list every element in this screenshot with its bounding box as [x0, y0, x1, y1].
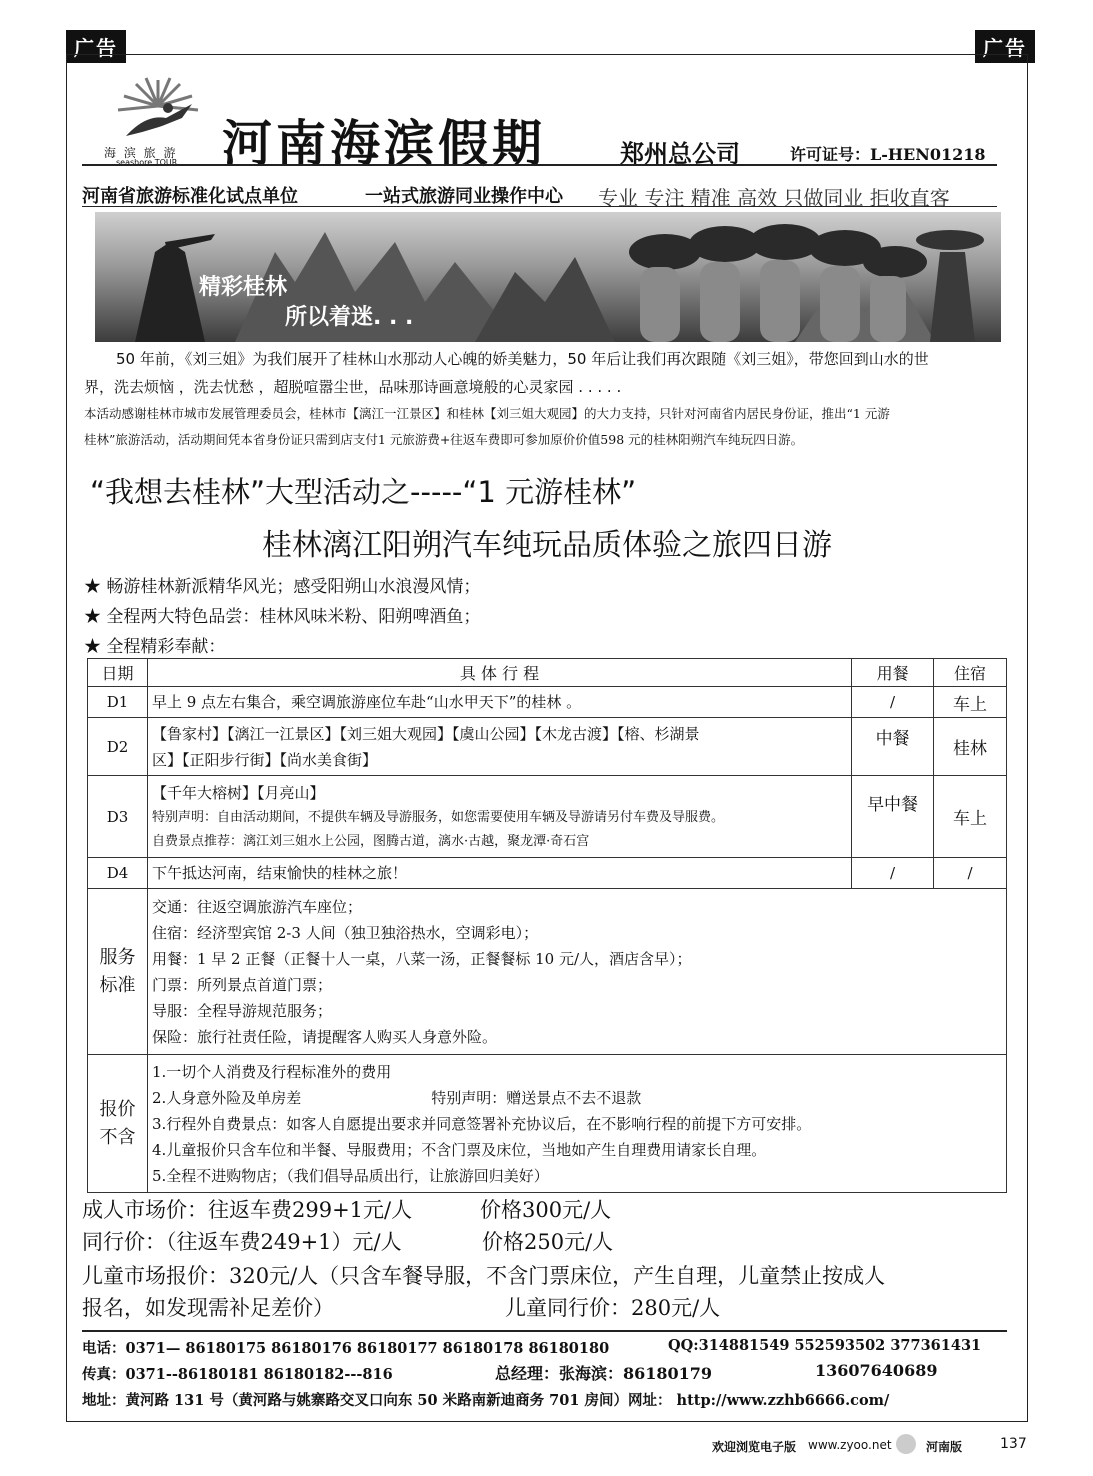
trade-price: 同行价：（往返车费249+1）元/人	[82, 1230, 402, 1254]
day-meal: /	[852, 858, 934, 889]
header-lodging: 住宿	[934, 659, 1007, 687]
highlight-2: ★ 全程两大特色品尝：桂林风味米粉、阳朔啤酒鱼；	[84, 607, 481, 627]
table-row	[88, 718, 1007, 776]
day-label: D1	[88, 687, 148, 718]
phone-numbers: 电话：0371— 86180175 86180176 86180177 86180178 86180180	[82, 1340, 610, 1357]
day-lodging: 车上	[934, 776, 1007, 858]
table-row	[88, 776, 1007, 858]
price-excludes-row	[88, 1055, 1007, 1193]
day-lodging: 桂林	[934, 718, 1007, 776]
adult-price: 价格300元/人	[480, 1198, 612, 1222]
gift-spot-note: 特别声明：赠送景点不去不退款	[431, 1088, 642, 1107]
highlight-1: ★ 畅游桂林新派精华风光；感受阳朔山水浪漫风情；	[84, 577, 481, 597]
day-label: D2	[88, 718, 148, 776]
day-label: D3	[88, 776, 148, 858]
intro-line-1: 50 年前，《刘三姐》为我们展开了桂林山水那动人心魄的娇美魅力，50 年后让我们再次跟随《刘三姐》，带您回到山水的世	[116, 350, 929, 368]
excludes-details: 1.一切个人消费及行程标准外的费用 2.人身意外险及单房差 特别声明：赠送景点不去不退款 3.行程外自费景点：如客人自愿提出要求并同意签署补充协议后，在不影响行程的前提下方可安排。 4.儿童报价只含车位和半餐、导服费用；不含门票及床位，当地如产生自理费用请家长自理。 5.全程不进购物店；（我们倡导品质出行，让旅游回归美好）	[147, 1055, 1006, 1193]
tagline-right: 专业 专注 精准 高效 只做同业 拒收直客	[598, 186, 950, 210]
sun-runner-logo-icon	[96, 74, 220, 144]
tagline-mid: 一站式旅游同业操作中心	[365, 186, 563, 207]
excludes-label: 报价 不含	[88, 1055, 148, 1193]
ad-tag-right: 广告	[975, 30, 1035, 63]
header-date: 日期	[88, 659, 148, 687]
child-trade-price: 儿童同行价：280元/人	[505, 1296, 721, 1320]
header-meal: 用餐	[852, 659, 934, 687]
day-itinerary: 【鲁家村】【漓江一江景区】【刘三姐大观园】【虞山公园】【木龙古渡】【榕、杉湖景 区】【正阳步行街】【尚水美食街】	[147, 718, 851, 776]
service-label: 服务 标准	[88, 889, 148, 1055]
guilin-banner-photo	[95, 212, 1001, 342]
table-row	[88, 687, 1007, 718]
child-price-note: 报名，如发现需补足差价）	[82, 1296, 334, 1320]
branch-name: 郑州总公司	[620, 139, 740, 168]
company-name: 河南海滨假期	[222, 114, 546, 173]
day-lodging: /	[934, 858, 1007, 889]
table-row	[88, 858, 1007, 889]
logo-subtext: seashore TOUR	[116, 158, 178, 167]
day-label: D4	[88, 858, 148, 889]
day-meal: 中餐	[852, 718, 934, 776]
highlight-3: ★ 全程精彩奉献：	[84, 637, 226, 657]
logo-text: 海 滨 旅 游	[104, 146, 178, 160]
service-details: 交通：往返空调旅游汽车座位； 住宿：经济型宾馆 2-3 人间（独卫独浴热水，空调彩电）； 用餐：1 早 2 正餐（正餐十人一桌，八菜一汤，正餐餐标 10 元/人，酒店含早）； 门票：所列景点首道门票； 导服：全程导游规范服务； 保险：旅行社责任险，请提醒客人购买人身意外险。	[147, 889, 1006, 1055]
mobile-number: 13607640689	[815, 1361, 938, 1380]
banner-line-1: 精彩桂林	[199, 275, 288, 300]
itinerary-table	[87, 658, 1007, 1193]
day-itinerary: 【千年大榕树】【月亮山】 特别声明：自由活动期间，不提供车辆及导游服务，如您需要使用车辆及导游请另付车费及导服费。 自费景点推荐：漓江刘三姐水上公园，图腾古道，漓水·古越，聚龙潭·奇石宫	[147, 776, 851, 858]
service-standard-row	[88, 889, 1007, 1055]
banner-line-2: 所以着迷. . .	[285, 305, 414, 330]
day-itinerary: 早上 9 点左右集合，乘空调旅游座位车赴“山水甲天下”的桂林 。	[147, 687, 851, 718]
address-website: 地址：黄河路 131 号（黄河路与姚寨路交叉口向东 50 米路南新迪商务 701 房间）网址： http://www.zzhb6666.com/	[82, 1392, 890, 1409]
ad-tag-left: 广告	[66, 30, 126, 63]
company-logo	[96, 74, 220, 166]
footer-logo-icon	[896, 1434, 916, 1454]
main-title: “我想去桂林”大型活动之-----“1 元游桂林”	[90, 475, 637, 509]
footer-site: www.zyoo.net	[808, 1438, 892, 1452]
day-itinerary: 下午抵达河南，结束愉快的桂林之旅！	[147, 858, 851, 889]
footer-welcome: 欢迎浏览电子版	[712, 1440, 797, 1454]
general-manager: 总经理：张海滨：86180179	[495, 1364, 713, 1383]
fax-numbers: 传真：0371--86180181 86180182---816	[82, 1366, 393, 1383]
intro-line-4: 桂林”旅游活动，活动期间凭本省身份证只需到店支付1 元旅游费+往返车费即可参加原价价值598 元的桂林阳朔汽车纯玩四日游。	[84, 432, 804, 447]
contact-divider	[82, 1330, 1007, 1332]
day-lodging: 车上	[934, 687, 1007, 718]
day-meal: /	[852, 687, 934, 718]
qq-numbers: QQ:314881549 552593502 377361431	[668, 1337, 982, 1354]
sub-title: 桂林漓江阳朔汽车纯玩品质体验之旅四日游	[262, 528, 832, 563]
footer-edition: 河南版	[926, 1440, 963, 1454]
page-number: 137	[1000, 1436, 1027, 1452]
tagline-left: 河南省旅游标准化试点单位	[82, 186, 298, 207]
trade-price-total: 价格250元/人	[482, 1230, 614, 1254]
child-market-price: 儿童市场报价：320元/人（只含车餐导服，不含门票床位，产生自理，儿童禁止按成人	[82, 1264, 886, 1288]
intro-line-2: 界，洗去烦恼 ，洗去忧愁 ，超脱喧嚣尘世，品味那诗画意境般的心灵家园 . . . . .	[84, 378, 622, 396]
header-itinerary: 具 体 行 程	[147, 659, 851, 687]
tagline-divider	[82, 206, 997, 207]
header-divider	[82, 164, 997, 166]
day-meal: 早中餐	[852, 776, 934, 858]
adult-market-price: 成人市场价：往返车费299+1元/人	[82, 1198, 413, 1222]
table-header-row	[88, 659, 1007, 687]
intro-line-3: 本活动感谢桂林市城市发展管理委员会，桂林市【漓江一江景区】和桂林【刘三姐大观园】的大力支持，只针对河南省内居民身份证，推出“1 元游	[84, 406, 890, 421]
license-number: 许可证号：L-HEN01218	[790, 145, 986, 164]
